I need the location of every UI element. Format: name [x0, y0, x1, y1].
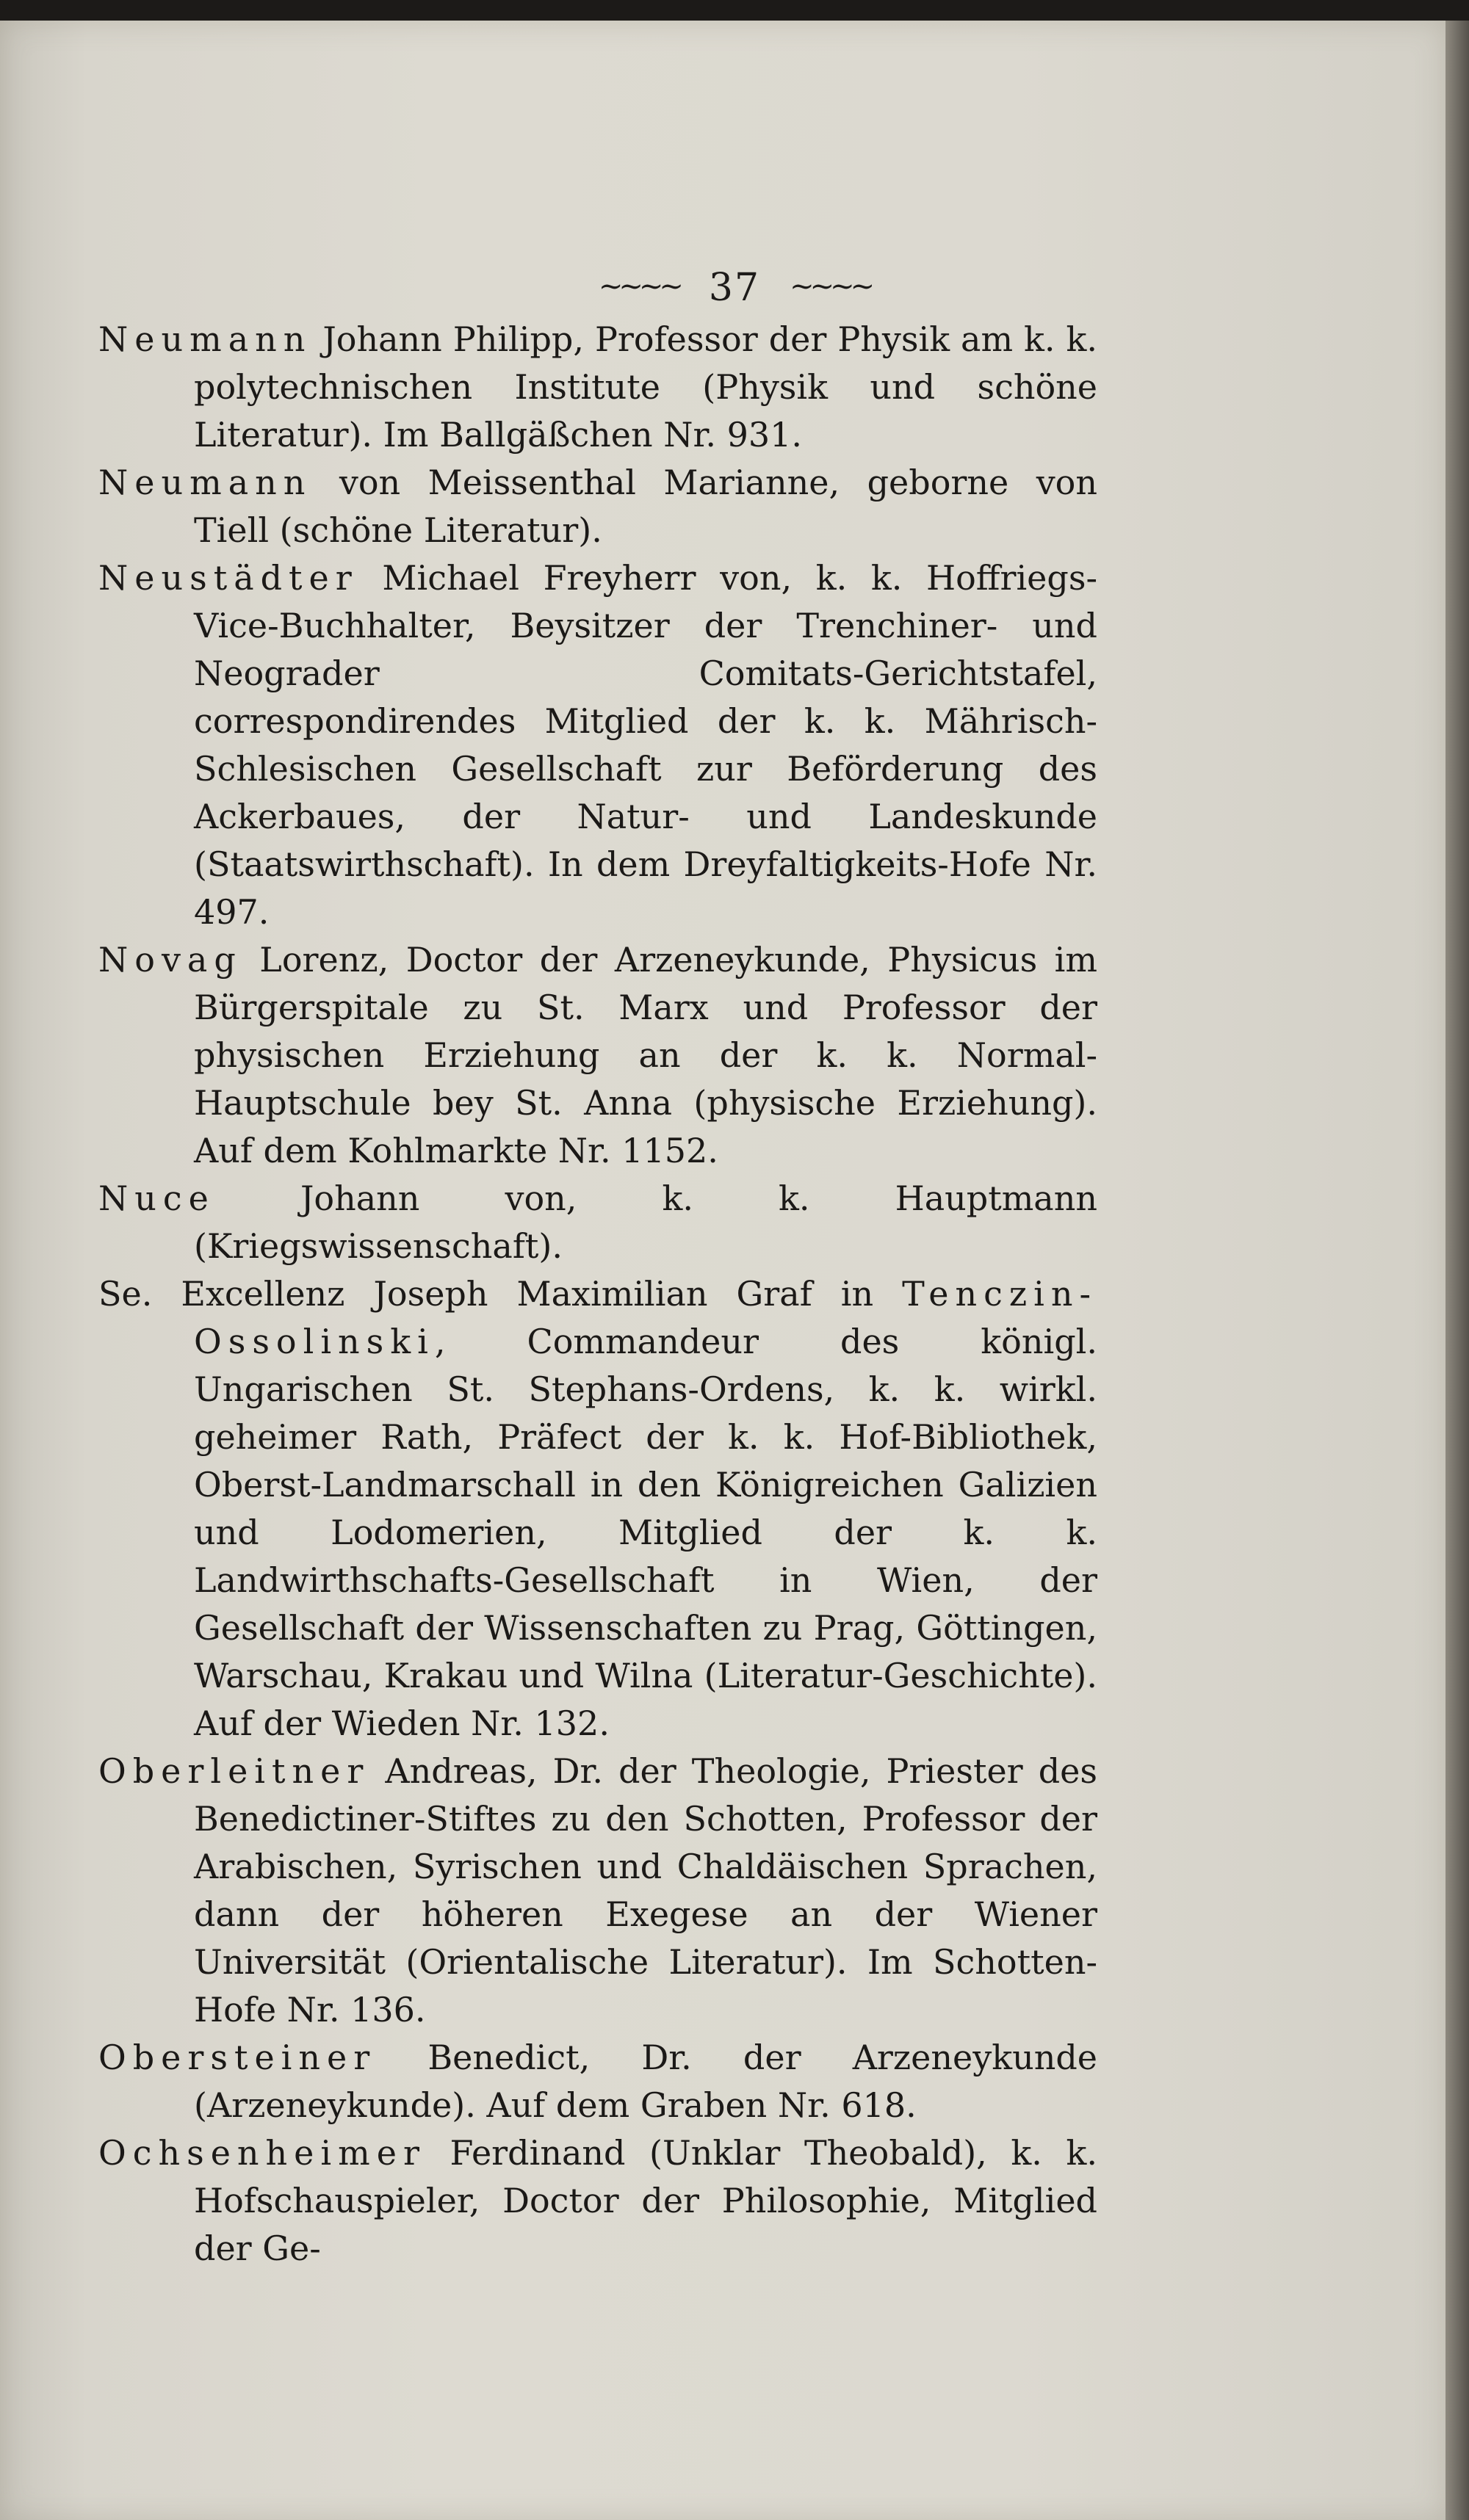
- ornament-right: ~~~~: [790, 269, 871, 303]
- page-number: 37: [708, 266, 761, 310]
- entry-name: Oberleitner: [98, 1751, 370, 1791]
- entry-text: Andreas, Dr. der Theologie, Priester des Benedictiner-Stiftes zu den Schotten, Professor der Arabischen, Syrischen und Chaldäischen Sprachen, dann der höheren Exegese an der Wiener Universität (Orientalische Literatur). Im Schotten-Hofe Nr. 136.: [194, 1751, 1097, 2030]
- page-header: [0, 266, 1469, 310]
- entry-prefix: Se. Excellenz Joseph Maximilian Graf in: [98, 1274, 903, 1314]
- entry-name: Novag: [98, 940, 242, 980]
- entry-list: [98, 316, 1097, 2273]
- page-edge: [1445, 21, 1469, 2520]
- entry-text: Johann von, k. k. Hauptmann (Kriegswissenschaft).: [194, 1178, 1097, 1266]
- entry-name: Ochsenheimer: [98, 2133, 426, 2173]
- entry: [98, 1748, 1097, 2034]
- entry-name: Obersteiner: [98, 2038, 377, 2077]
- entry: [98, 2129, 1097, 2273]
- entry-name: Neumann: [98, 319, 312, 359]
- entry: [98, 2034, 1097, 2129]
- entry-text: , Commandeur des königl. Ungarischen St. Stephans-Ordens, k. k. wirkl. geheimer Rath, Präfect der k. k. Hof-Bibliothek, Oberst-Landmarschall in den Königreichen Galizien und Lodomerien, Mitglied der k. k. Landwirthschafts-Gesellschaft in Wien, der Gesellschaft der Wissenschaften zu Prag, Göttingen, Warschau, Krakau und Wilna (Literatur-Geschichte). Auf der Wieden Nr. 132.: [194, 1322, 1097, 1743]
- entry: [98, 936, 1097, 1175]
- entry: [98, 316, 1097, 459]
- entry-text: von Meissenthal Marianne, geborne von Tiell (schöne Literatur).: [194, 463, 1097, 550]
- entry-name: Tenczin-Ossolinski: [194, 1274, 1097, 1361]
- entry-name: Neustädter: [98, 558, 358, 598]
- entry: [98, 459, 1097, 554]
- entry-text: Lorenz, Doctor der Arzeneykunde, Physicus im Bürgerspitale zu St. Marx und Professor der physischen Erziehung an der k. k. Normal-Hauptschule bey St. Anna (physische Erziehung). Auf dem Kohlmarkte Nr. 1152.: [194, 940, 1097, 1170]
- entry-name: Neumann: [98, 463, 312, 502]
- entry-text: Ferdinand (Unklar Theobald), k. k. Hofschauspieler, Doctor der Philosophie, Mitglied der Ge-: [194, 2133, 1097, 2268]
- entry-text: Johann Philipp, Professor der Physik am k. k. polytechnischen Institute (Physik und schöne Literatur). Im Ballgäßchen Nr. 931.: [194, 319, 1097, 455]
- entry-text: Benedict, Dr. der Arzeneykunde (Arzeneykunde). Auf dem Graben Nr. 618.: [194, 2038, 1097, 2125]
- entry-text: Michael Freyherr von, k. k. Hoffriegs-Vice-Buchhalter, Beysitzer der Trenchiner- und Neograder Comitats-Gerichtstafel, correspondirendes Mitglied der k. k. Mährisch-Schlesischen Gesellschaft zur Beförderung des Ackerbaues, der Natur- und Landeskunde (Staatswirthschaft). In dem Dreyfaltigkeits-Hofe Nr. 497.: [194, 558, 1097, 932]
- ornament-left: ~~~~: [598, 269, 679, 303]
- entry-name: Nuce: [98, 1178, 215, 1218]
- entry: [98, 1175, 1097, 1270]
- entry: [98, 1270, 1097, 1748]
- entry: [98, 554, 1097, 936]
